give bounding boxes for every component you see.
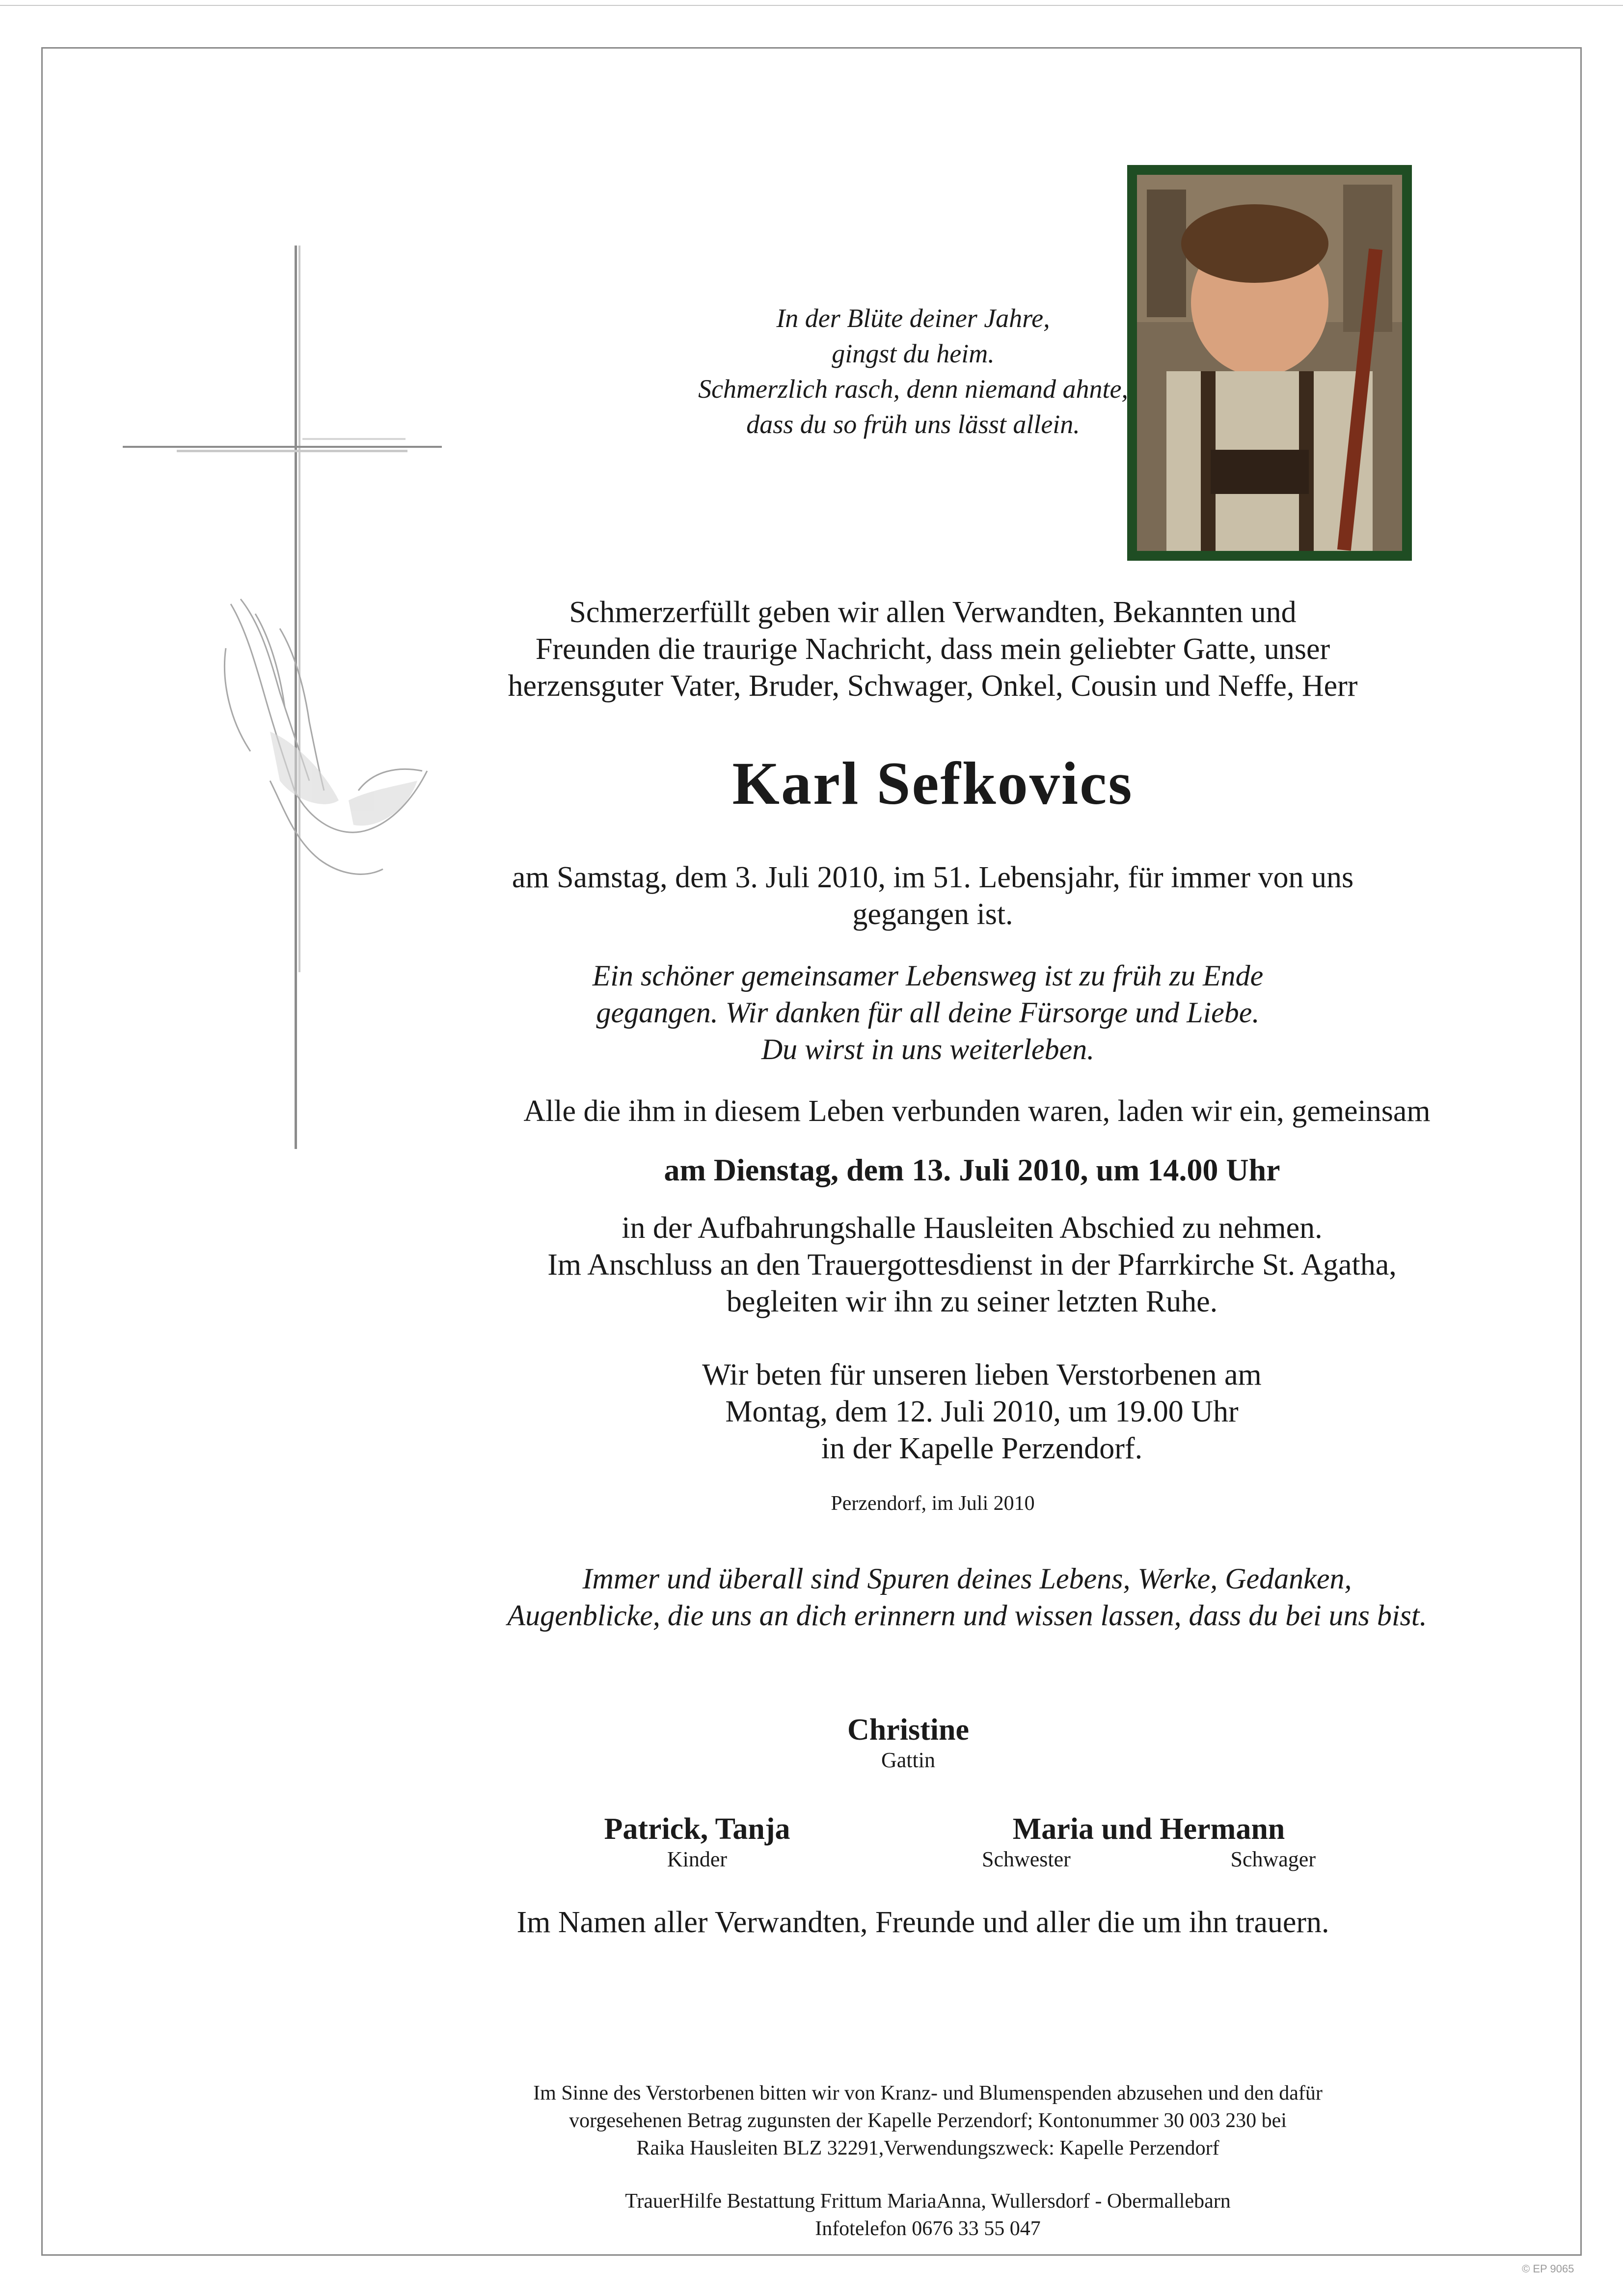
opening-poem bbox=[609, 301, 1217, 442]
quote-line: Du wirst in uns weiterleben. bbox=[761, 1033, 1095, 1066]
mourner-siblings bbox=[952, 1812, 1345, 1872]
deceased-name: Karl Sefkovics bbox=[732, 750, 1134, 817]
quote-line: gegangen. Wir danken für all deine Fürsorge und Liebe. bbox=[596, 996, 1260, 1029]
invitation-text: Alle die ihm in diesem Leben verbunden waren, laden wir ein, gemeinsam bbox=[523, 1094, 1431, 1128]
quote-line: Immer und überall sind Spuren deines Lebens, Werke, Gedanken, bbox=[582, 1562, 1352, 1595]
poem-line: dass du so früh uns lässt allein. bbox=[746, 410, 1080, 439]
details-line: in der Aufbahrungshalle Hausleiten Abschied zu nehmen. bbox=[622, 1211, 1323, 1245]
details-line: begleiten wir ihn zu seiner letzten Ruhe. bbox=[726, 1285, 1218, 1318]
undertaker-line: Infotelefon 0676 33 55 047 bbox=[815, 2217, 1041, 2240]
prayer-line: in der Kapelle Perzendorf. bbox=[821, 1432, 1143, 1465]
details-line: Im Anschluss an den Trauergottesdienst in der Pfarrkirche St. Agatha, bbox=[547, 1248, 1397, 1282]
funeral-date: am Dienstag, dem 13. Juli 2010, um 14.00 Uhr bbox=[664, 1152, 1280, 1187]
death-line: gegangen ist. bbox=[852, 898, 1013, 931]
memorial-quote bbox=[481, 957, 1375, 1068]
top-rule bbox=[0, 5, 1623, 6]
intro-line: Freunden die traurige Nachricht, dass mein geliebter Gatte, unser bbox=[535, 632, 1330, 666]
intro-line: herzensguter Vater, Bruder, Schwager, Onkel, Cousin und Neffe, Herr bbox=[508, 669, 1358, 703]
poem-line: In der Blüte deiner Jahre, bbox=[776, 303, 1050, 333]
death-line: am Samstag, dem 3. Juli 2010, im 51. Lebensjahr, für immer von uns bbox=[512, 861, 1354, 894]
donation-line: Raika Hausleiten BLZ 32291,Verwendungszweck: Kapelle Perzendorf bbox=[636, 2137, 1219, 2159]
mourner-role: Gattin bbox=[881, 1748, 935, 1772]
poem-line: gingst du heim. bbox=[832, 339, 995, 368]
closing-quote bbox=[403, 1560, 1532, 1634]
prayer-line: Montag, dem 12. Juli 2010, um 19.00 Uhr bbox=[725, 1395, 1239, 1428]
intro-paragraph bbox=[403, 594, 1463, 705]
poem-line: Schmerzlich rasch, denn niemand ahnte, bbox=[698, 374, 1128, 404]
prayer-line: Wir beten für unseren lieben Verstorbenen am bbox=[702, 1358, 1262, 1392]
mourner-role: Kinder bbox=[667, 1847, 728, 1871]
quote-line: Ein schöner gemeinsamer Lebensweg ist zu früh zu Ende bbox=[592, 959, 1264, 992]
mourner-name: Maria und Hermann bbox=[1012, 1812, 1285, 1846]
mourner-name: Christine bbox=[847, 1713, 969, 1747]
donation-line: Im Sinne des Verstorbenen bitten wir von Kranz- und Blumenspenden abzusehen und den dafür bbox=[533, 2082, 1323, 2105]
funeral-details bbox=[432, 1210, 1512, 1320]
mourner-children bbox=[540, 1812, 854, 1872]
mourner-name: Patrick, Tanja bbox=[604, 1812, 790, 1846]
mourner-role: Schwager bbox=[1230, 1847, 1316, 1871]
donation-request bbox=[422, 2079, 1434, 2162]
death-notice bbox=[422, 859, 1443, 933]
quote-line: Augenblicke, die uns an dich erinnern und wissen lassen, dass du bei uns bist. bbox=[507, 1599, 1427, 1632]
mourner-role: Schwester bbox=[982, 1847, 1071, 1871]
undertaker-info bbox=[471, 2187, 1384, 2242]
closing-line: Im Namen aller Verwandten, Freunde und aller die um ihn trauern. bbox=[516, 1906, 1329, 1939]
undertaker-line: TrauerHilfe Bestattung Frittum MariaAnna, Wullersdorf - Obermallebarn bbox=[625, 2190, 1231, 2213]
donation-line: vorgesehenen Betrag zugunsten der Kapelle Perzendorf; Kontonummer 30 003 230 bei bbox=[569, 2109, 1287, 2132]
intro-line: Schmerzerfüllt geben wir allen Verwandten, Bekannten und bbox=[569, 596, 1297, 629]
place-and-date: Perzendorf, im Juli 2010 bbox=[831, 1492, 1035, 1515]
prayer-notice bbox=[520, 1357, 1443, 1467]
print-code: © EP 9065 bbox=[1522, 2263, 1574, 2275]
mourner-spouse bbox=[785, 1713, 1031, 1773]
